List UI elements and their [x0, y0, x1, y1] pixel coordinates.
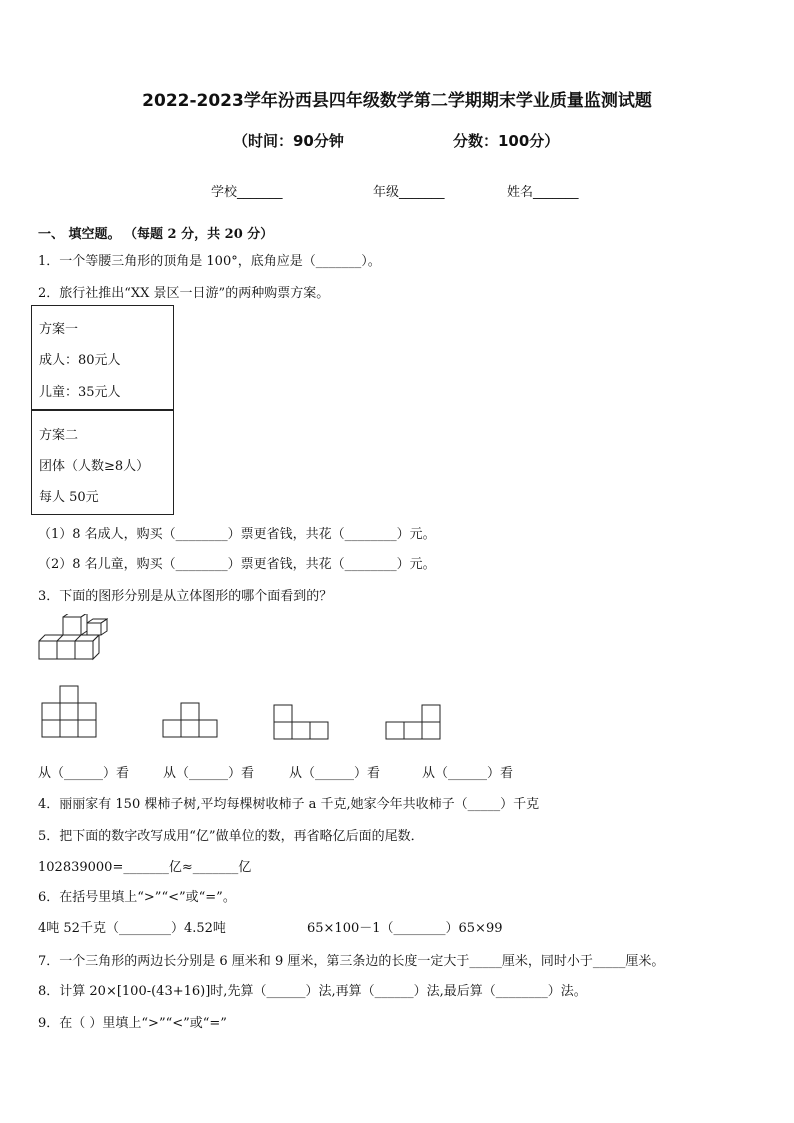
section-heading — [38, 223, 273, 242]
plan-two-box — [31, 409, 174, 515]
plan-two-title: 方案二 — [39, 428, 79, 443]
plan-one-adult: 成人：80元人 — [39, 353, 121, 368]
question-5-line: 102839000=_______亿≈_______亿 — [38, 860, 252, 875]
question-8: 8．计算 20×[100-(43+16)]时,先算（______）法,再算（______）法,最后算（________）法。 — [38, 984, 587, 999]
question-1: 1．一个等腰三角形的顶角是 100°，底角应是（_______）。 — [38, 254, 381, 269]
view-figure-1 — [40, 684, 100, 740]
cube-solid-figure — [36, 614, 108, 662]
view-figure-4 — [384, 703, 444, 743]
question-4: 4．丽丽家有 150 棵柿子树,平均每棵树收柿子 a 千克,她家今年共收柿子（_____）千克 — [38, 797, 540, 812]
question-7: 7．一个三角形的两边长分别是 6 厘米和 9 厘米，第三条边的长度一定大于_____厘米，同时小于_____厘米。 — [38, 954, 665, 969]
view-label-3: 从（______）看 — [289, 766, 381, 781]
name-field: 姓名_______ — [507, 185, 579, 200]
view-figure-3 — [272, 703, 332, 743]
question-2-1: （1）8 名成人，购买（________）票更省钱，共花（________）元。 — [38, 527, 436, 542]
section-label: 一、 填空题。 — [38, 227, 121, 242]
score-label: 分数：100分） — [453, 132, 560, 150]
question-9: 9．在（ ）里填上“>”“<”或“=” — [38, 1016, 227, 1031]
section-points: （每题 2 分，共 20 分） — [130, 227, 274, 242]
plan-two-group: 团体（人数≥8人） — [39, 459, 150, 474]
plan-one-child: 儿童：35元人 — [39, 385, 121, 400]
grade-field: 年级_______ — [373, 185, 445, 200]
plan-one-box — [31, 305, 174, 411]
time-label: （时间：90分钟 — [233, 132, 344, 150]
view-label-4: 从（______）看 — [422, 766, 514, 781]
question-2-2: （2）8 名儿童，购买（________）票更省钱，共花（________）元。 — [38, 557, 436, 572]
plan-one-title: 方案一 — [39, 322, 79, 337]
plan-two-each: 每人 50元 — [39, 490, 99, 505]
school-field: 学校_______ — [211, 185, 283, 200]
page-title: 2022-2023学年汾西县四年级数学第二学期期末学业质量监测试题 — [142, 91, 652, 111]
question-3: 3．下面的图形分别是从立体图形的哪个面看到的？ — [38, 589, 333, 604]
question-6-line-1: 4吨 52千克（________）4.52吨 — [38, 921, 226, 936]
question-6-line-2: 65×100－1（________）65×99 — [307, 921, 503, 936]
question-2: 2．旅行社推出“XX 景区一日游”的两种购票方案。 — [38, 286, 330, 301]
view-label-1: 从（______）看 — [38, 766, 130, 781]
question-5: 5．把下面的数字改写成用“亿”做单位的数，再省略亿后面的尾数． — [38, 829, 424, 844]
view-label-2: 从（______）看 — [163, 766, 255, 781]
question-6: 6．在括号里填上“>”“<”或“=”。 — [38, 890, 236, 905]
view-figure-2 — [161, 701, 221, 741]
